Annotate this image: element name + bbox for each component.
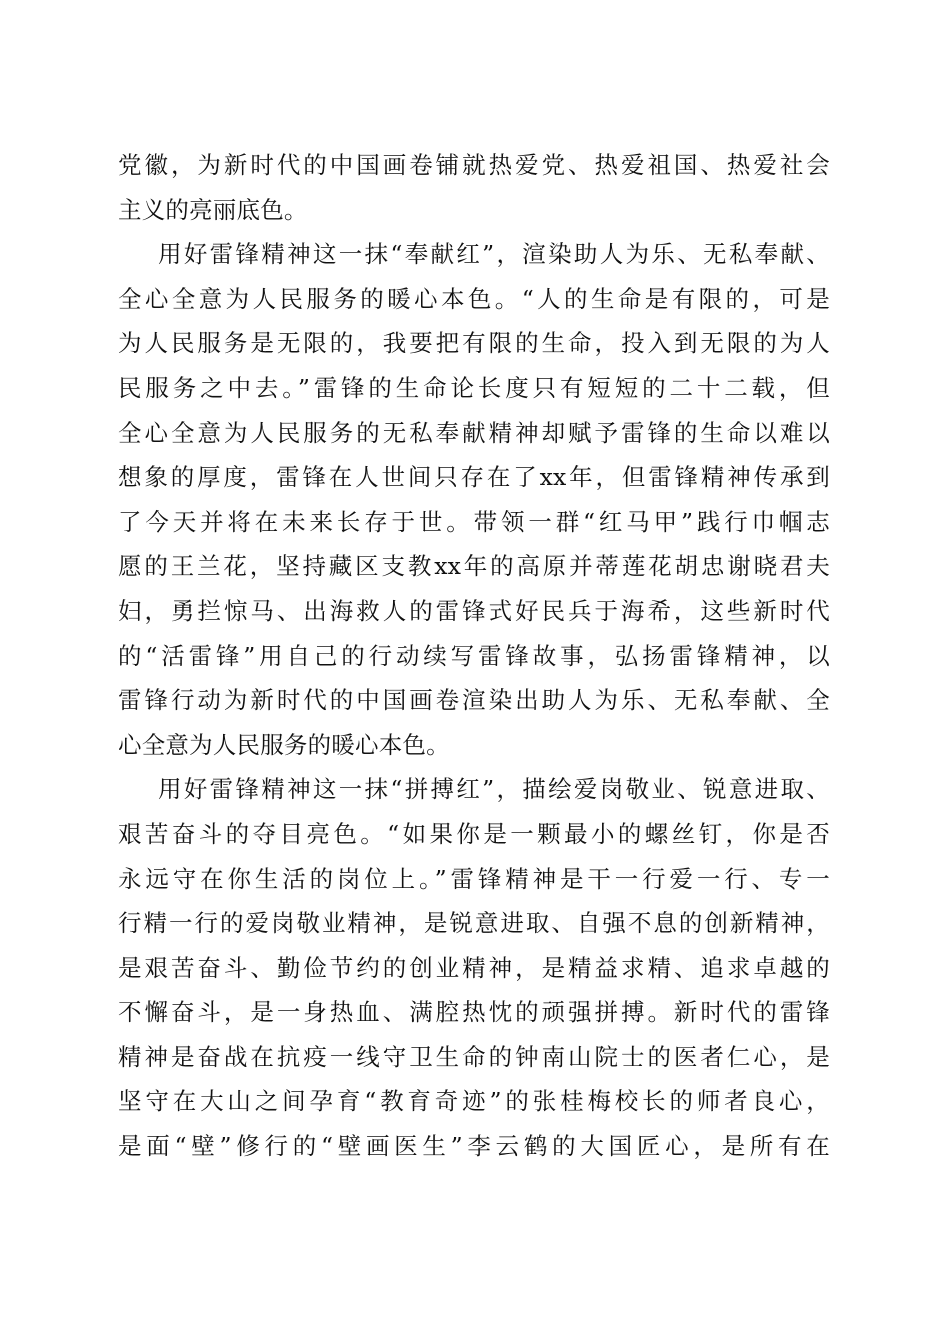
text-line: 想象的厚度，雷锋在人世间只存在了xx年，但雷锋精神传承到	[118, 463, 830, 492]
text-line: 为人民服务是无限的，我要把有限的生命，投入到无限的为人	[118, 329, 830, 358]
text-line: 愿的王兰花，坚持藏区支教xx年的高原并蒂莲花胡忠谢晓君夫	[118, 552, 830, 581]
text-line: 精神是奋战在抗疫一线守卫生命的钟南山院士的医者仁心，是	[118, 1042, 830, 1071]
text-line: 党徽，为新时代的中国画卷铺就热爱党、热爱祖国、热爱社会	[118, 151, 830, 179]
paragraph-2	[118, 232, 830, 767]
text-line: 用好雷锋精神这一抹“拼搏红”，描绘爱岗敬业、锐意进取、	[158, 775, 830, 804]
text-line: 的“活雷锋”用自己的行动续写雷锋故事，弘扬雷锋精神，以	[118, 641, 830, 670]
paragraph-3	[118, 767, 830, 1168]
paragraph-1	[118, 143, 830, 232]
text-line: 行精一行的爱岗敬业精神，是锐意进取、自强不息的创新精神，	[118, 909, 830, 938]
text-line: 妇，勇拦惊马、出海救人的雷锋式好民兵于海希，这些新时代	[118, 596, 830, 625]
text-line: 是艰苦奋斗、勤俭节约的创业精神，是精益求精、追求卓越的	[118, 953, 830, 982]
text-line: 艰苦奋斗的夺目亮色。“如果你是一颗最小的螺丝钉，你是否	[118, 819, 830, 848]
text-line: 是面“壁”修行的“壁画医生”李云鹤的大国匠心，是所有在	[118, 1132, 830, 1161]
text-line: 不懈奋斗，是一身热血、满腔热忱的顽强拼搏。新时代的雷锋	[118, 998, 830, 1027]
text-line: 心全意为人民服务的暖心本色。	[118, 730, 450, 759]
text-line: 全心全意为人民服务的无私奉献精神却赋予雷锋的生命以难以	[118, 418, 830, 447]
text-line: 了今天并将在未来长存于世。带领一群“红马甲”践行巾帼志	[118, 507, 830, 536]
document-body	[118, 143, 830, 1169]
text-line: 全心全意为人民服务的暖心本色。“人的生命是有限的，可是	[118, 284, 830, 313]
text-line: 永远守在你生活的岗位上。”雷锋精神是干一行爱一行、专一	[118, 864, 830, 893]
text-line: 雷锋行动为新时代的中国画卷渲染出助人为乐、无私奉献、全	[118, 686, 830, 715]
text-line: 主义的亮丽底色。	[118, 195, 308, 224]
text-line: 坚守在大山之间孕育“教育奇迹”的张桂梅校长的师者良心，	[118, 1087, 830, 1116]
text-line: 民服务之中去。”雷锋的生命论长度只有短短的二十二载，但	[118, 373, 830, 402]
text-line: 用好雷锋精神这一抹“奉献红”，渲染助人为乐、无私奉献、	[158, 240, 830, 269]
